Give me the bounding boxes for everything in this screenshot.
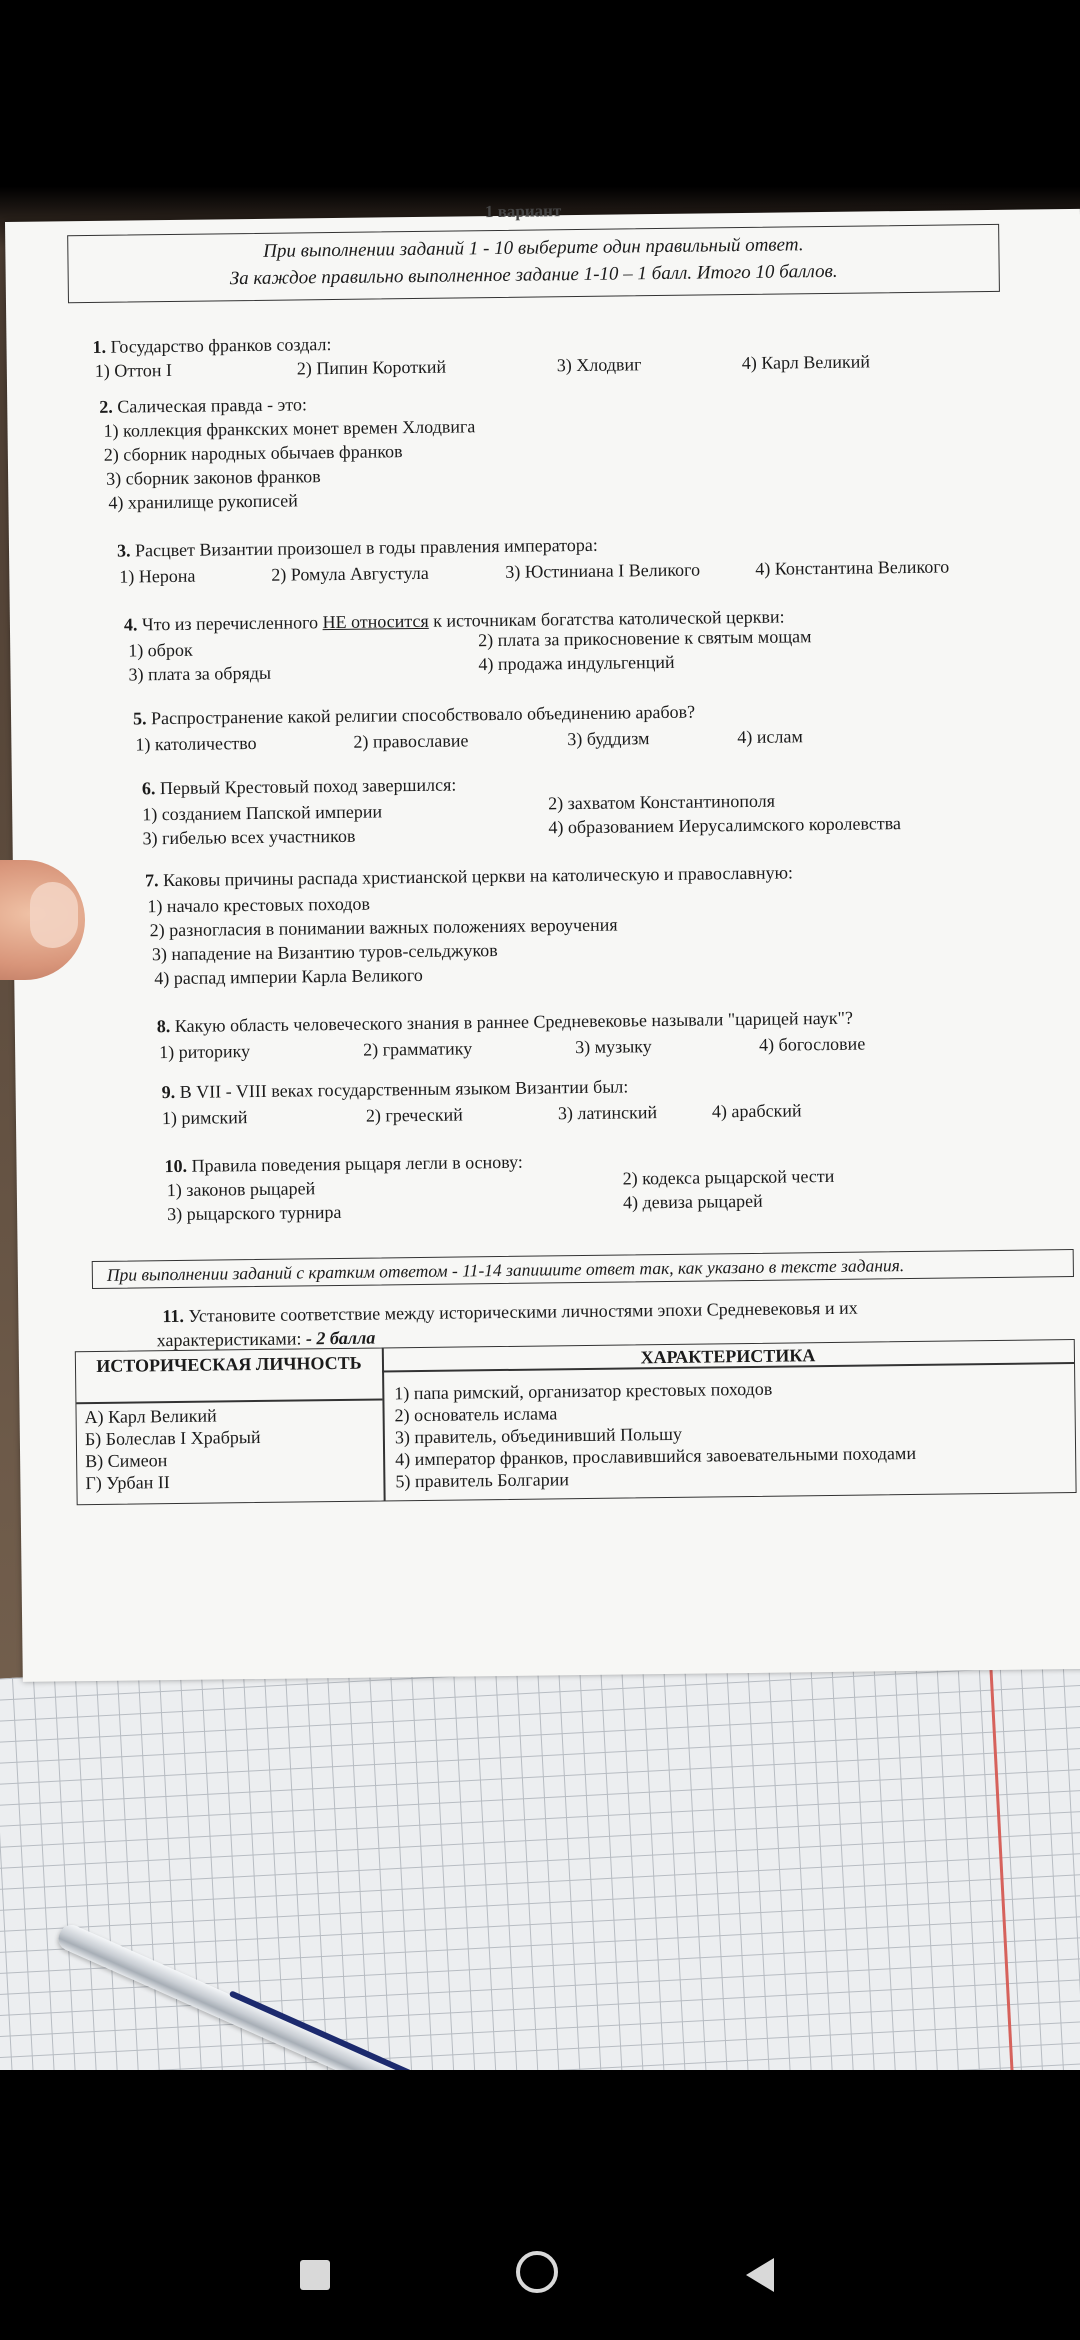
question-8: 8. Какую область человеческого знания в раннее Средневековье называли "царицей наук"? — [156, 1007, 854, 1037]
home-circle-icon[interactable] — [516, 2251, 558, 2293]
q8-option-2: 2) грамматику — [363, 1038, 473, 1060]
q3-option-3: 3) Юстиниана I Великого — [505, 559, 701, 582]
q4-option-2: 2) плата за прикосновение к святым мощам — [478, 626, 812, 651]
q2-option-2: 2) сборник народных обычаев франков — [103, 441, 403, 465]
question-9: 9. В VII - VIII веках государственным языком Византии был: — [161, 1076, 629, 1103]
q7-option-4: 4) распад империи Карла Великого — [154, 964, 423, 989]
q8-option-4: 4) богословие — [758, 1033, 866, 1055]
q6-option-1: 1) созданием Папской империи — [142, 801, 383, 825]
q9-option-4: 4) арабский — [711, 1100, 802, 1122]
q2-option-4: 4) хранилище рукописей — [108, 490, 298, 513]
q9-option-3: 3) латинский — [557, 1102, 658, 1124]
variant-header: 1 вариант — [484, 201, 562, 222]
q9-option-1: 1) римский — [161, 1107, 248, 1129]
grid-paper — [0, 1619, 1080, 2070]
q5-option-4: 4) ислам — [737, 726, 803, 748]
col-header-trait: ХАРАКТЕРИСТИКА — [640, 1345, 816, 1368]
q10-option-1: 1) законов рыцарей — [166, 1178, 316, 1201]
question-6: 6. Первый Крестовый поход завершился: — [141, 774, 457, 799]
q1-option-3: 3) Хлодвиг — [556, 354, 642, 376]
q1-option-4: 4) Карл Великий — [741, 351, 871, 374]
q3-option-4: 4) Константина Великого — [755, 556, 950, 579]
question-5: 5. Распространение какой религии способствовало объединению арабов? — [132, 701, 696, 729]
q4-option-3: 3) плата за обряды — [128, 662, 272, 685]
q7-option-2: 2) разногласия в понимании важных положениях вероучения — [149, 914, 618, 941]
person-row: В) Симеон — [85, 1450, 168, 1472]
question-10: 10. Правила поведения рыцаря легли в основу: — [164, 1151, 523, 1177]
q2-option-1: 1) коллекция франкских монет времен Хлодвига — [103, 416, 476, 441]
q7-option-1: 1) начало крестовых походов — [147, 893, 371, 917]
person-row: Г) Урбан II — [85, 1472, 170, 1494]
q9-option-2: 2) греческий — [365, 1104, 463, 1126]
question-11: 11. Установите соответствие между историческими личностями эпохи Средневековья и их — [162, 1297, 858, 1327]
trait-row: 1) папа римский, организатор крестовых походов — [394, 1378, 773, 1404]
q8-option-3: 3) музыку — [575, 1036, 652, 1058]
question-2: 2. Салическая правда - это: — [99, 394, 308, 417]
matching-table — [75, 1339, 1077, 1505]
back-triangle-icon[interactable] — [746, 2258, 774, 2292]
q1-option-2: 2) Пипин Короткий — [296, 356, 447, 379]
q6-option-2: 2) захватом Константинополя — [548, 790, 776, 814]
q5-option-2: 2) православие — [353, 730, 469, 752]
q5-option-3: 3) буддизм — [567, 728, 650, 750]
instruction-1-line1: При выполнении заданий 1 - 10 выберите один правильный ответ. — [263, 234, 804, 262]
q6-option-3: 3) гибелью всех участников — [142, 825, 356, 849]
trait-row: 2) основатель ислама — [394, 1403, 558, 1426]
android-nav-bar — [0, 2070, 1080, 2340]
trait-row: 5) правитель Болгарии — [395, 1469, 570, 1492]
question-4: 4. Что из перечисленного НЕ относится к источникам богатства католической церкви: — [123, 606, 785, 635]
person-row: А) Карл Великий — [84, 1405, 217, 1428]
q3-option-2: 2) Ромула Августула — [271, 562, 429, 585]
trait-row: 4) император франков, прославившийся завоевательными походами — [395, 1442, 917, 1470]
q10-option-3: 3) рыцарского турнира — [167, 1201, 342, 1225]
q2-option-3: 3) сборник законов франков — [106, 466, 321, 489]
q10-option-2: 2) кодекса рыцарской чести — [622, 1165, 835, 1189]
recent-apps-square-icon[interactable] — [300, 2260, 330, 2290]
q3-option-1: 1) Нерона — [119, 565, 196, 587]
question-3: 3. Расцвет Византии произошел в годы правления императора: — [116, 534, 598, 561]
question-7: 7. Каковы причины распада христианской церкви на католическую и православную: — [144, 862, 794, 891]
q8-option-1: 1) риторику — [159, 1041, 251, 1063]
finger-nail — [30, 882, 78, 948]
test-sheet — [5, 201, 1080, 1682]
instruction-1-line2: За каждое правильно выполненное задание 1-10 – 1 балл. Итого 10 баллов. — [229, 260, 838, 290]
instruction-box-1 — [67, 224, 1000, 303]
trait-row: 3) правитель, объединивший Польшу — [394, 1423, 683, 1448]
q5-option-1: 1) католичество — [135, 732, 257, 755]
question-11-line2: характеристиками: - 2 балла — [156, 1327, 376, 1351]
person-row: Б) Болеслав I Храбрый — [84, 1426, 261, 1450]
q7-option-3: 3) нападение на Византию туров-сельджуков — [151, 940, 498, 965]
q10-option-4: 4) девиза рыцарей — [622, 1190, 763, 1213]
q4-option-1: 1) оброк — [128, 639, 193, 661]
q4-option-4: 4) продажа индульгенций — [478, 651, 675, 675]
instruction-box-2: При выполнении заданий с кратким ответом - 11-14 запишите ответ так, как указано в тексте задания. — [92, 1249, 1074, 1289]
col-header-person: ИСТОРИЧЕСКАЯ ЛИЧНОСТЬ — [96, 1352, 362, 1376]
q1-option-1: 1) Оттон I — [94, 359, 173, 381]
q6-option-4: 4) образованием Иерусалимского королевства — [548, 813, 902, 838]
question-1: 1. Государство франков создал: — [92, 334, 332, 357]
